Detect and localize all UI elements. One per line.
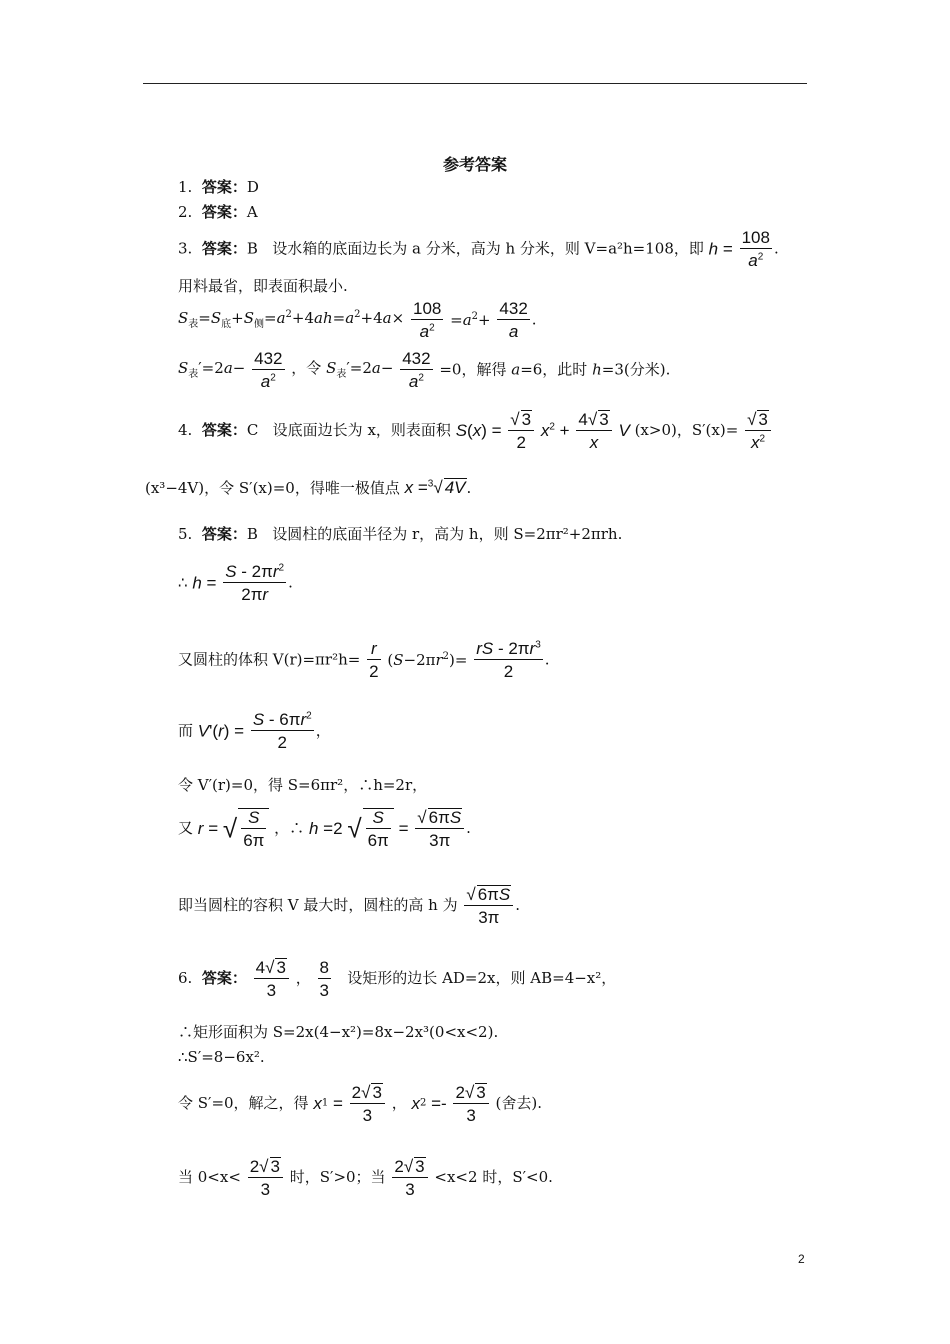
answer-6-roots: 令 S′=0，解之，得 x1 = $\frac{2√ 3}{3}$ ， x2 =- $\frac{2√ 3}{3}$ (舍去). xyxy=(178,1083,543,1125)
answer-6: 6. 答案： $\frac{4√ 3}{3}$ ， $\frac{8}{3}$ 设矩形的边长 AD=2x，则 AB=4−x²， xyxy=(178,957,617,1000)
answer-5-r: 又 r = √ $\frac{S}{6\pi}$ ，∴ h =2 √ $\frac{S}{6\pi}$ = $\frac{√ 6\pi S}{3\pi}$ . xyxy=(178,808,471,850)
answer-6-area: ∴矩形面积为 S=2x(4−x²)=8x−2x³(0<x<2). xyxy=(178,1023,499,1041)
answer-4-line2: (x³−4V)，令 S′(x)=0，得唯一极值点 x =$^3$√ 4V. xyxy=(145,478,472,497)
answer-5-h: ∴ h = $\frac{S - 2\pi r^2}{2\pi r}$ . xyxy=(178,562,293,604)
answer-4: 4. 答案：C 设底面边长为 x，则表面积 S(x) = $\frac{√ 3}{2}$ $x^2$ + $\frac{4√ 3}{x}$ V (x>0)，S′(x)= $\frac{√ 3}{x^2}$ xyxy=(178,410,773,451)
answer-5-line4: 令 V′(r)=0，得 S=6πr²，∴h=2r， xyxy=(178,776,428,794)
answer-6-sign: 当 0<x< $\frac{2√ 3}{3}$ 时，S′>0；当 $\frac{2√ 3}{3}$ <x<2 时，S′<0. xyxy=(178,1157,553,1199)
answer-3-surface-area: $S_表=S_底+S_侧=a^2+4ah=a^2+4a\times$ $\frac{108}{a^2}$ $=a^2+$ $\frac{432}{a}$ . xyxy=(178,299,537,341)
page-number: 2 xyxy=(798,1252,805,1266)
fraction-108-over-a2: $\frac{108}{a^2}$ xyxy=(741,228,770,270)
page-title: 参考答案 xyxy=(442,155,507,174)
answer-3-derivative: $S_表'=2a-$ $\frac{432}{a^2}$ ，令 $S_表'=2a-$ $\frac{432}{a^2}$ =0，解得 a=6，此时 h=3(分米). xyxy=(178,349,671,391)
answer-5-volume: 又圆柱的体积 V(r)=πr²h= $\frac{r}{2}$ $(S-2\pi r^2)=$ $\frac{rS - 2\pi r^3}{2}$ . xyxy=(178,639,550,681)
header-rule xyxy=(143,83,807,84)
answer-5: 5. 答案：B 设圆柱的底面半径为 r，高为 h，则 S=2πr²+2πrh. xyxy=(178,525,623,543)
answer-3-line2: 用料最省，即表面积最小. xyxy=(178,277,348,295)
answer-1: 1. 答案：D xyxy=(178,178,259,196)
answer-2: 2. 答案：A xyxy=(178,203,258,221)
answer-3: 3. 答案：B 设水箱的底面边长为 a 分米，高为 h 分米，则 V=a²h=108，即 h = $\frac{108}{a^2}$ . xyxy=(178,228,779,270)
answer-5-vprime: 而 V'(r) = $\frac{S - 6\pi r^2}{2}$ ， xyxy=(178,710,331,752)
answer-6-derivative: ∴S′=8−6x². xyxy=(178,1048,265,1066)
answer-5-conclusion: 即当圆柱的容积 V 最大时，圆柱的高 h 为 $\frac{√ 6\pi S}{3\pi}$ . xyxy=(178,885,521,927)
